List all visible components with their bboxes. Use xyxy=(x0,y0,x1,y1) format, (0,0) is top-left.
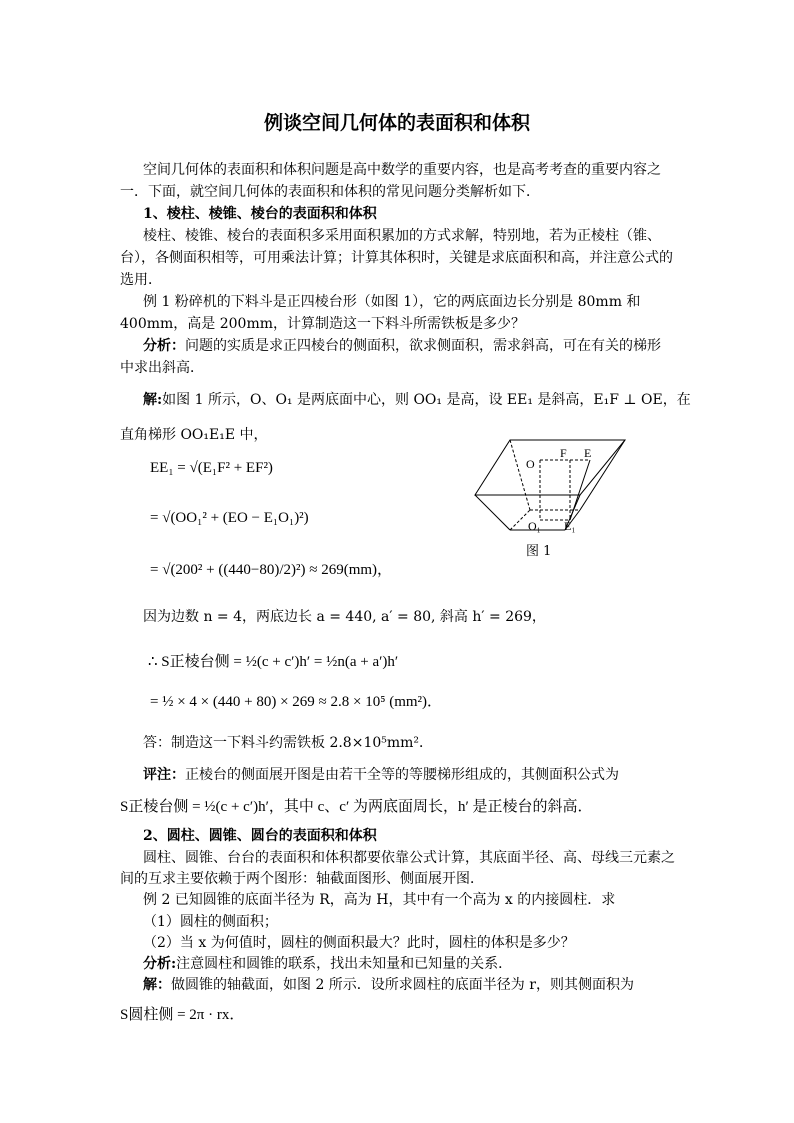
section1-para-line-2: 台），各侧面积相等，可用乘法计算；计算其体积时，关键是求底面积和高，并注意公式的 xyxy=(120,250,673,266)
example2: 例 2 已知圆锥的底面半径为 R，高为 H，其中有一个高为 x 的内接圆柱．求 xyxy=(143,892,616,908)
example1-line-2: 400mm，高是 200mm，计算制造这一下料斗所需铁板是多少？ xyxy=(120,316,525,332)
top-face xyxy=(475,440,625,495)
analysis-2 xyxy=(143,954,512,974)
analysis-2-text: 注意圆柱和圆锥的联系，找出未知量和已知量的关系． xyxy=(176,956,513,972)
intro-line-1: 空间几何体的表面积和体积问题是高中数学的重要内容，也是高考考查的重要内容之 xyxy=(143,162,661,178)
analysis-1-line-2: 中求出斜高． xyxy=(120,360,204,376)
label-O: O xyxy=(526,457,535,471)
section2-para-line-2: 间的互求主要依赖于两个图形：轴截面图形、侧面展开图． xyxy=(120,871,484,887)
solution-label: 解: xyxy=(143,392,163,408)
question-2: （2）当 x 为何值时，圆柱的侧面积最大？此时，圆柱的体积是多少？ xyxy=(143,935,575,951)
equation-4: ∴ S正棱台侧 = ½(c + c′)h′ = ½n(a + a′)h′ xyxy=(148,654,399,670)
figure-1-caption: 图 1 xyxy=(526,544,552,559)
lateral-edge-left xyxy=(475,495,510,530)
section1-para-line-1: 棱柱、棱锥、棱台的表面积多采用面积累加的方式求解，特别地，若为正棱柱（锥、 xyxy=(143,228,661,244)
question-1: （1）圆柱的侧面积； xyxy=(143,914,278,930)
given-values: 因为边数 n = 4，两底边长 a = 440, a′ = 80, 斜高 h′ = 269， xyxy=(143,609,546,625)
answer-1: 答：制造这一下料斗约需铁板 2.8×10⁵mm²． xyxy=(143,735,434,751)
equation-3: = √(200² + ((440−80)/2)²) ≈ 269(mm)， xyxy=(150,562,393,578)
label-F: F xyxy=(560,446,567,460)
label-E1: E₁ xyxy=(564,519,576,533)
section1-para-line-3: 选用． xyxy=(120,272,162,288)
equation-5: = ½ × 4 × (440 + 80) × 269 ≈ 2.8 × 10⁵ (mm²)． xyxy=(150,694,443,710)
analysis-2-label: 分析: xyxy=(143,956,177,972)
equation-2: = √(OO₁² + (EO − E₁O₁)²) xyxy=(150,510,309,526)
section2-heading: 2、圆柱、圆锥、圆台的表面积和体积 xyxy=(143,828,377,844)
trapezoid-line: 直角梯形 OO₁E₁E 中， xyxy=(120,427,268,443)
intro-line-2: 一．下面，就空间几何体的表面积和体积的常见问题分类解析如下． xyxy=(120,184,540,200)
equation-last: S圆柱侧 = 2π · rx． xyxy=(120,1007,245,1023)
solution-2 xyxy=(143,975,634,995)
section2-para-line-1: 圆柱、圆锥、台台的表面积和体积都要依靠公式计算，其底面半径、高、母线三元素之 xyxy=(143,850,675,866)
lateral-edge-back-left xyxy=(510,440,530,510)
solution-2-label: 解： xyxy=(143,977,171,993)
label-E: E xyxy=(584,446,592,460)
frustum-figure xyxy=(470,430,650,560)
analysis-label: 分析： xyxy=(143,338,185,354)
equation-1: EE₁ = √(E₁F² + EF²) xyxy=(150,460,273,476)
label-O1: O₁ xyxy=(528,519,541,533)
comment-1 xyxy=(143,765,619,785)
slant-height-line xyxy=(570,460,590,520)
page-title: 例谈空间几何体的表面积和体积 xyxy=(263,112,530,134)
example1-line-1: 例 1 粉碎机的下料斗是正四棱台形（如图 1），它的两底面边长分别是 80mm 和 xyxy=(143,294,641,310)
section1-heading: 1、棱柱、棱锥、棱台的表面积和体积 xyxy=(143,206,377,222)
comment-text: 正棱台的侧面展开图是由若干全等的等腰梯形组成的，其侧面积公式为 xyxy=(185,767,619,783)
solution-text: 如图 1 所示，O、O₁ 是两底面中心，则 OO₁ 是高，设 EE₁ 是斜高，E₁F ⊥ OE，在 xyxy=(162,392,691,408)
bottom-left-edge xyxy=(510,510,530,530)
solution-1 xyxy=(143,390,691,410)
analysis-text: 问题的实质是求正四棱台的侧面积，欲求侧面积，需求斜高，可在有关的梯形 xyxy=(185,338,661,354)
comment-formula: S正棱台侧 = ½(c + c′)h′，其中 c、c′ 为两底面周长，h′ 是正棱台的斜高． xyxy=(120,799,593,815)
comment-label: 评注： xyxy=(143,767,185,783)
analysis-1 xyxy=(143,336,661,356)
solution-2-text: 做圆锥的轴截面，如图 2 所示．设所求圆柱的底面半径为 r，则其侧面积为 xyxy=(171,977,634,993)
